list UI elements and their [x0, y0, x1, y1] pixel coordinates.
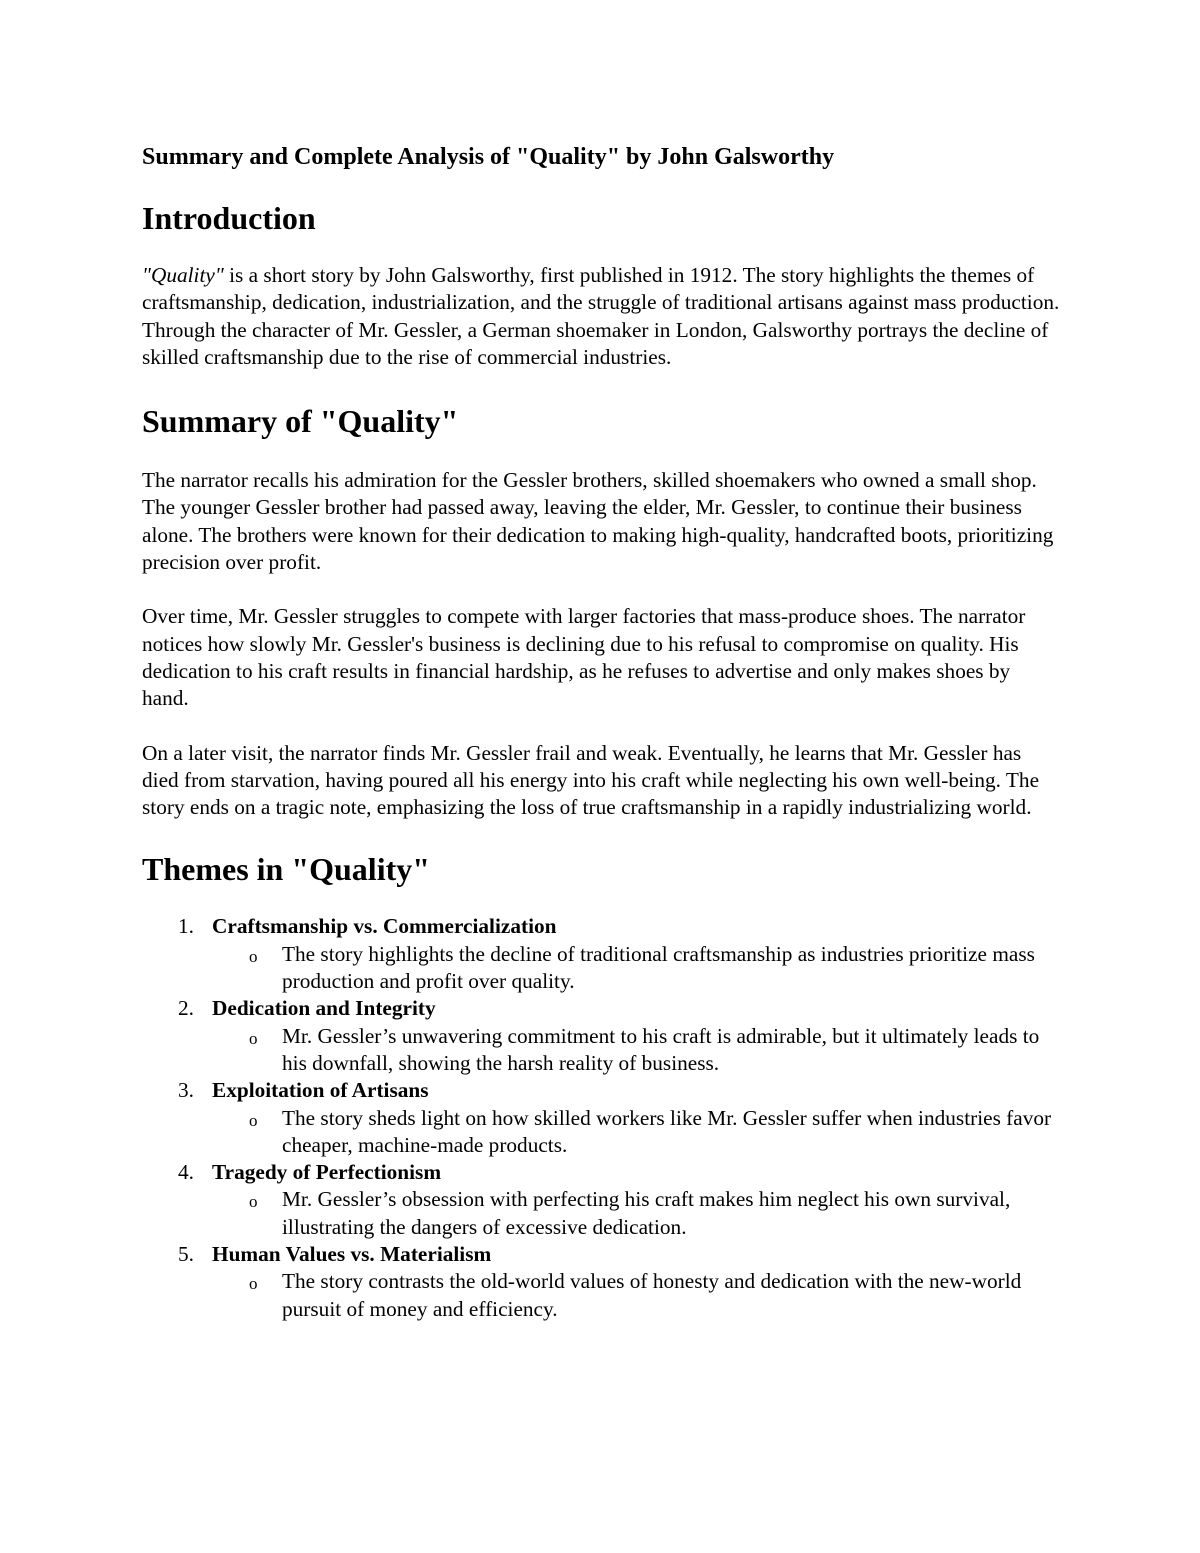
theme-description-row [142, 1023, 1062, 1078]
summary-paragraph: Over time, Mr. Gessler struggles to compete with larger factories that mass-produce shoes. The narrator notices how slowly Mr. Gessler's business is declining due to his refusal to compromise on quality. His dedication to his craft results in financial hardship, as he refuses to advertise and only makes shoes by hand. [142, 604, 1026, 711]
themes-heading: Themes in "Quality" [142, 851, 430, 888]
theme-item [142, 1077, 1062, 1159]
introduction-paragraph [142, 262, 1062, 371]
summary-paragraph: The narrator recalls his admiration for the Gessler brothers, skilled shoemakers who owned a small shop. The younger Gessler brother had passed away, leaving the elder, Mr. Gessler, to continue their business alone. The brothers were known for their dedication to making high-quality, handcrafted boots, prioritizing precision over profit. [142, 468, 1054, 575]
theme-item [142, 995, 1062, 1077]
theme-number: 3. [178, 1078, 194, 1103]
summary-heading: Summary of "Quality" [142, 403, 459, 440]
theme-number: 1. [178, 914, 194, 939]
document-page [142, 140, 1062, 1323]
themes-list [142, 913, 1062, 1322]
theme-number: 5. [178, 1242, 194, 1267]
theme-item [142, 1159, 1062, 1241]
hollow-bullet-icon: o [249, 946, 258, 966]
hollow-bullet-icon: o [249, 1028, 258, 1048]
theme-description: Mr. Gessler’s obsession with perfecting his craft makes him neglect his own survival, illustrating the dangers of excessive dedication. [282, 1187, 1011, 1239]
theme-description: Mr. Gessler’s unwavering commitment to his craft is admirable, but it ultimately leads to his downfall, showing the harsh reality of business. [282, 1023, 1040, 1075]
theme-item [142, 1241, 1062, 1323]
hollow-bullet-icon: o [249, 1192, 258, 1212]
theme-title: Human Values vs. Materialism [212, 1242, 492, 1267]
theme-title: Exploitation of Artisans [212, 1078, 429, 1103]
theme-description: The story sheds light on how skilled workers like Mr. Gessler suffer when industries favor cheaper, machine-made products. [282, 1105, 1052, 1157]
summary-paragraph: On a later visit, the narrator finds Mr. Gessler frail and weak. Eventually, he learns that Mr. Gessler has died from starvation, having poured all his energy into his craft while neglecting his own well-being. The story ends on a tragic note, emphasizing the loss of true craftsmanship in a rapidly industrializing world. [142, 740, 1040, 820]
theme-item [142, 913, 1062, 995]
hollow-bullet-icon: o [249, 1274, 258, 1294]
theme-title: Craftsmanship vs. Commercialization [212, 914, 557, 939]
theme-number: 4. [178, 1160, 194, 1185]
theme-description-row [142, 1268, 1062, 1323]
theme-description-row [142, 941, 1062, 996]
introduction-text: is a short story by John Galsworthy, first published in 1912. The story highlights the themes of craftsmanship, dedication, industrialization, and the struggle of traditional artisans against mass production. Through the character of Mr. Gessler, a German shoemaker in London, Galsworthy portrays the decline of skilled craftsmanship due to the rise of commercial industries. [142, 263, 1060, 369]
theme-description-row [142, 1186, 1062, 1241]
document-title: Summary and Complete Analysis of "Quality" by John Galsworthy [142, 144, 835, 170]
theme-title: Tragedy of Perfectionism [212, 1160, 442, 1185]
introduction-heading: Introduction [142, 200, 316, 236]
theme-description: The story highlights the decline of traditional craftsmanship as industries prioritize mass production and profit over quality. [282, 941, 1035, 994]
theme-number: 2. [178, 996, 194, 1021]
story-title-italic: "Quality" [142, 263, 224, 287]
theme-description: The story contrasts the old-world values of honesty and dedication with the new-world pursuit of money and efficiency. [282, 1269, 1022, 1321]
theme-title: Dedication and Integrity [212, 996, 436, 1021]
hollow-bullet-icon: o [249, 1110, 258, 1130]
theme-description-row [142, 1105, 1062, 1160]
